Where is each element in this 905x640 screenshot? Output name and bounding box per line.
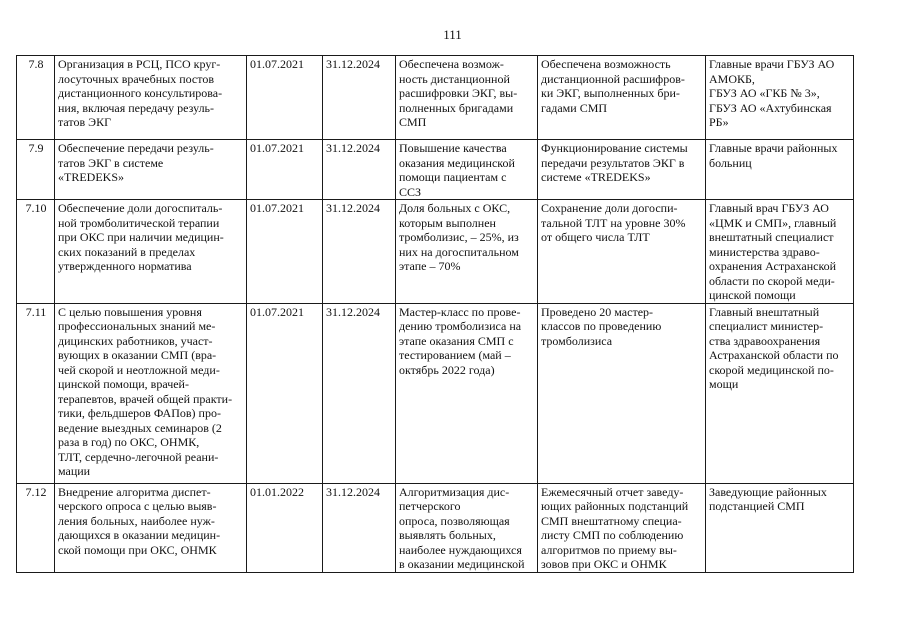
result-text: Проведено 20 мастер- классов по проведению тромболизиса bbox=[541, 304, 662, 348]
cell-indicator-text bbox=[396, 303, 538, 483]
result-text: Функционирование системы передачи результатов ЭКГ в системе «TREDEKS» bbox=[541, 141, 688, 184]
cell-start-date bbox=[247, 303, 323, 483]
cell-measure-text bbox=[55, 303, 247, 483]
cell-responsible-text bbox=[706, 140, 854, 200]
cell-responsible-text bbox=[706, 56, 854, 140]
cell-end-date bbox=[323, 200, 396, 304]
result-text: Обеспечена возможность дистанционной расшифров- ки ЭКГ, выполненных бри- гадами СМП bbox=[541, 57, 685, 115]
cell-row-number bbox=[17, 483, 55, 572]
row-number: 7.10 bbox=[25, 201, 47, 215]
page-number: 111 bbox=[443, 27, 462, 42]
cell-responsible-text bbox=[706, 483, 854, 572]
row-number: 7.8 bbox=[28, 57, 44, 71]
responsible-text: Главный врач ГБУЗ АО «ЦМК и СМП», главный внештатный специалист министерства здраво- охранения Астраханской области по скорой меди- цинской помощи bbox=[709, 201, 837, 302]
table-row bbox=[17, 303, 854, 483]
responsible-text: Главные врачи районных больниц bbox=[709, 141, 838, 170]
cell-indicator-text bbox=[396, 483, 538, 572]
start-date: 01.07.2021 bbox=[250, 201, 304, 215]
cell-start-date bbox=[247, 483, 323, 572]
cell-end-date bbox=[323, 140, 396, 200]
indicator-text: Доля больных с ОКС, которым выполнен тромболизис, – 25%, из них на догоспитальном этапе – 70% bbox=[399, 201, 519, 273]
row-number: 7.12 bbox=[25, 484, 47, 499]
table-row bbox=[17, 483, 854, 572]
table-row bbox=[17, 140, 854, 200]
cell-indicator-text bbox=[396, 140, 538, 200]
cell-indicator-text bbox=[396, 56, 538, 140]
start-date: 01.01.2022 bbox=[250, 484, 304, 499]
cell-row-number bbox=[17, 200, 55, 304]
start-date: 01.07.2021 bbox=[250, 57, 304, 71]
cell-start-date bbox=[247, 56, 323, 140]
indicator-text: Обеспечена возмож- ность дистанционной расшифровки ЭКГ, вы- полненных бригадами СМП bbox=[399, 57, 518, 129]
result-text: Ежемесячный отчет заведу- ющих районных подстанций СМП внештатному специа- листу СМП по соблюдению алгоритмов по приему вы- зовов при ОКС и ОНМК bbox=[541, 484, 689, 571]
cell-result-text bbox=[538, 200, 706, 304]
cell-row-number bbox=[17, 140, 55, 200]
measures-table bbox=[16, 55, 854, 573]
cell-result-text bbox=[538, 56, 706, 140]
cell-measure-text bbox=[55, 56, 247, 140]
cell-indicator-text bbox=[396, 200, 538, 304]
cell-responsible-text bbox=[706, 303, 854, 483]
cell-result-text bbox=[538, 140, 706, 200]
indicator-text: Повышение качества оказания медицинской помощи пациентам с ССЗ bbox=[399, 141, 515, 199]
cell-end-date bbox=[323, 303, 396, 483]
cell-responsible-text bbox=[706, 200, 854, 304]
start-date: 01.07.2021 bbox=[250, 304, 304, 319]
cell-measure-text bbox=[55, 200, 247, 304]
cell-start-date bbox=[247, 140, 323, 200]
measure-text: Обеспечение доли догоспиталь- ной тромболитической терапии при ОКС при наличии медицин- ских показаний в пределах утвержденного норматива bbox=[58, 201, 224, 273]
cell-row-number bbox=[17, 303, 55, 483]
end-date: 31.12.2024 bbox=[326, 304, 380, 319]
indicator-text: Алгоритмизация дис- петчерского опроса, позволяющая выявлять больных, наиболее нуждающихся в оказании медицинской bbox=[399, 484, 525, 571]
table-row bbox=[17, 56, 854, 140]
indicator-text: Мастер-класс по прове- дению тромболизиса на этапе оказания СМП с тестированием (май – октябрь 2022 года) bbox=[399, 304, 522, 377]
result-text: Сохранение доли догоспи- тальной ТЛТ на уровне 30% от общего числа ТЛТ bbox=[541, 201, 686, 244]
cell-end-date bbox=[323, 56, 396, 140]
measure-text: Организация в РСЦ, ПСО круг- лосуточных врачебных постов дистанционного консультирова- ния, включая передачу резуль- татов ЭКГ bbox=[58, 57, 223, 129]
end-date: 31.12.2024 bbox=[326, 141, 380, 155]
cell-result-text bbox=[538, 303, 706, 483]
measure-text: С целью повышения уровня профессиональных знаний ме- дицинских работников, участ- вующих в оказании СМП (вра- чей скорой и неотложной меди- цинской помощи, врачей- терапевтов, врачей общей практи- тики, фельдшеров ФАПов) про- ведение выездных семинаров (2 раза в год) по ОКС, ОНМК, ТЛТ, сердечно-легочной реани- мации bbox=[58, 304, 233, 478]
start-date: 01.07.2021 bbox=[250, 141, 304, 155]
responsible-text: Главные врачи ГБУЗ АО АМОКБ, ГБУЗ АО «ГКБ № 3», ГБУЗ АО «Ахтубинская РБ» bbox=[709, 57, 835, 129]
cell-end-date bbox=[323, 483, 396, 572]
row-number: 7.11 bbox=[25, 304, 47, 319]
measure-text: Обеспечение передачи резуль- татов ЭКГ в системе «TREDEKS» bbox=[58, 141, 214, 184]
measure-text: Внедрение алгоритма диспет- черского опроса с целью выяв- ления больных, наиболее нуж- дающихся в оказании медицин- ской помощи при ОКС, ОНМК bbox=[58, 484, 221, 557]
row-number: 7.9 bbox=[28, 141, 44, 155]
cell-measure-text bbox=[55, 483, 247, 572]
end-date: 31.12.2024 bbox=[326, 484, 380, 499]
table-row bbox=[17, 200, 854, 304]
cell-row-number bbox=[17, 56, 55, 140]
cell-measure-text bbox=[55, 140, 247, 200]
end-date: 31.12.2024 bbox=[326, 201, 380, 215]
responsible-text: Заведующие районных подстанцией СМП bbox=[709, 484, 827, 513]
cell-result-text bbox=[538, 483, 706, 572]
end-date: 31.12.2024 bbox=[326, 57, 380, 71]
cell-start-date bbox=[247, 200, 323, 304]
responsible-text: Главный внештатный специалист министер- ства здравоохранения Астраханской области по скорой медицинской по- мощи bbox=[709, 304, 839, 391]
